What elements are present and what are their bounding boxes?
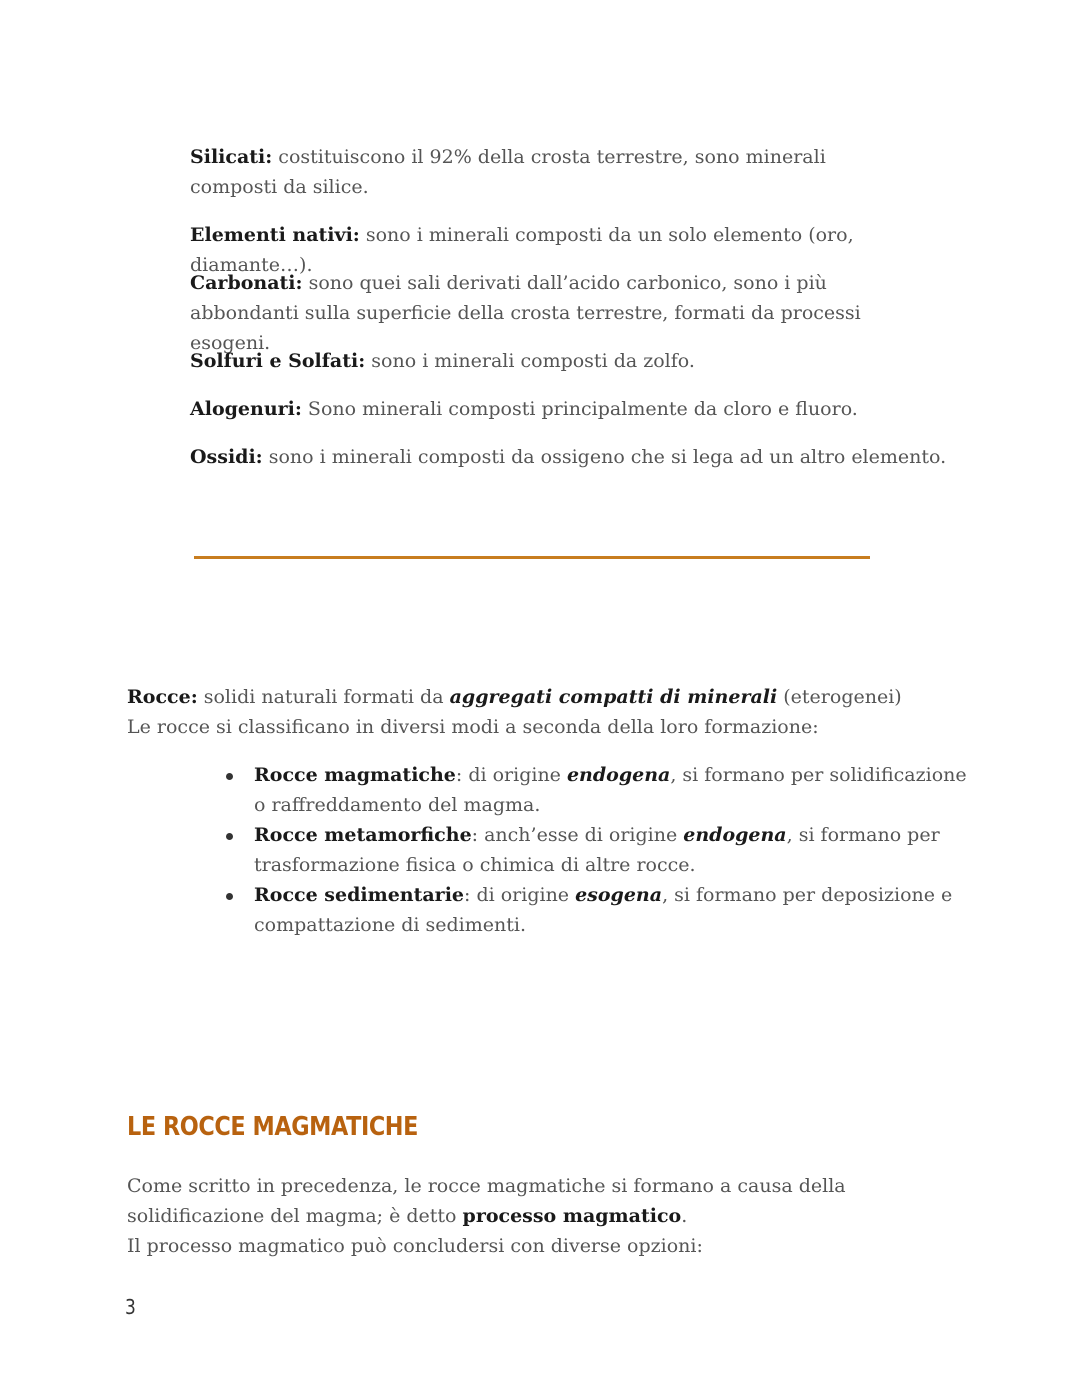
rocks-term: Rocce: xyxy=(127,686,198,708)
rock-type-origin: endogena xyxy=(566,764,671,786)
mineral-ossidi xyxy=(190,442,970,472)
section-divider xyxy=(194,556,870,559)
rock-type-term: Rocce magmatiche xyxy=(254,764,456,786)
section-intro xyxy=(127,1171,987,1261)
mineral-description: sono i minerali composti da un solo elemento (oro, diamante…). xyxy=(190,224,854,276)
rock-type-text: : di origine xyxy=(464,884,576,906)
list-item xyxy=(224,880,984,940)
mineral-term: Ossidi: xyxy=(190,446,263,468)
mineral-alogenuri xyxy=(190,394,970,424)
intro-bold: processo magmatico xyxy=(462,1205,682,1227)
bullet-icon xyxy=(226,893,233,900)
mineral-description: Sono minerali composti principalmente da cloro e fluoro. xyxy=(301,398,858,420)
mineral-term: Elementi nativi: xyxy=(190,224,360,246)
bullet-icon xyxy=(226,833,233,840)
rocks-text-after: (eterogenei) xyxy=(777,686,902,708)
rock-type-text: , si formano per deposizione e compattazione di sedimenti. xyxy=(254,884,953,936)
rock-type-text: : di origine xyxy=(455,764,567,786)
mineral-description: sono quei sali derivati dall’acido carbonico, sono i più abbondanti sulla superficie della crosta terrestre, formati da processi esogeni. xyxy=(190,272,861,354)
mineral-description: sono i minerali composti da zolfo. xyxy=(365,350,695,372)
rocks-emphasis: aggregati compatti di minerali xyxy=(449,686,778,708)
mineral-solfuri-solfati xyxy=(190,346,970,376)
section-heading: LE ROCCE MAGMATICHE xyxy=(127,1112,418,1142)
page-number: 3 xyxy=(125,1295,136,1319)
rock-type-origin: endogena xyxy=(683,824,787,846)
mineral-silicati xyxy=(190,142,830,202)
rock-type-term: Rocce metamorfiche xyxy=(254,824,472,846)
mineral-carbonati xyxy=(190,268,930,358)
rock-type-text: : anch’esse di origine xyxy=(471,824,684,846)
rocks-text: solidi naturali formati da xyxy=(197,686,450,708)
bullet-icon xyxy=(226,773,233,780)
mineral-description: costituiscono il 92% della crosta terrestre, sono minerali composti da silice. xyxy=(190,146,826,198)
list-item xyxy=(224,760,984,820)
mineral-term: Alogenuri: xyxy=(190,398,302,420)
intro-line2: Il processo magmatico può concludersi con diverse opzioni: xyxy=(127,1235,703,1257)
mineral-term: Solfuri e Solfati: xyxy=(190,350,366,372)
rock-type-text: , si formano per solidificazione o raffreddamento del magma. xyxy=(254,764,967,816)
rocks-definition xyxy=(127,682,987,742)
rocks-classification: Le rocce si classificano in diversi modi a seconda della loro formazione: xyxy=(127,716,819,738)
mineral-term: Carbonati: xyxy=(190,272,303,294)
rock-types-list xyxy=(224,760,984,940)
list-item xyxy=(224,820,984,880)
mineral-description: sono i minerali composti da ossigeno che si lega ad un altro elemento. xyxy=(262,446,947,468)
intro-text-after: . xyxy=(681,1205,688,1227)
rock-type-origin: esogena xyxy=(575,884,663,906)
rock-type-term: Rocce sedimentarie xyxy=(254,884,465,906)
rock-type-text: , si formano per trasformazione fisica o chimica di altre rocce. xyxy=(254,824,940,876)
mineral-term: Silicati: xyxy=(190,146,273,168)
intro-text: Come scritto in precedenza, le rocce magmatiche si formano a causa della solidificazione del magma; è detto xyxy=(127,1175,846,1227)
